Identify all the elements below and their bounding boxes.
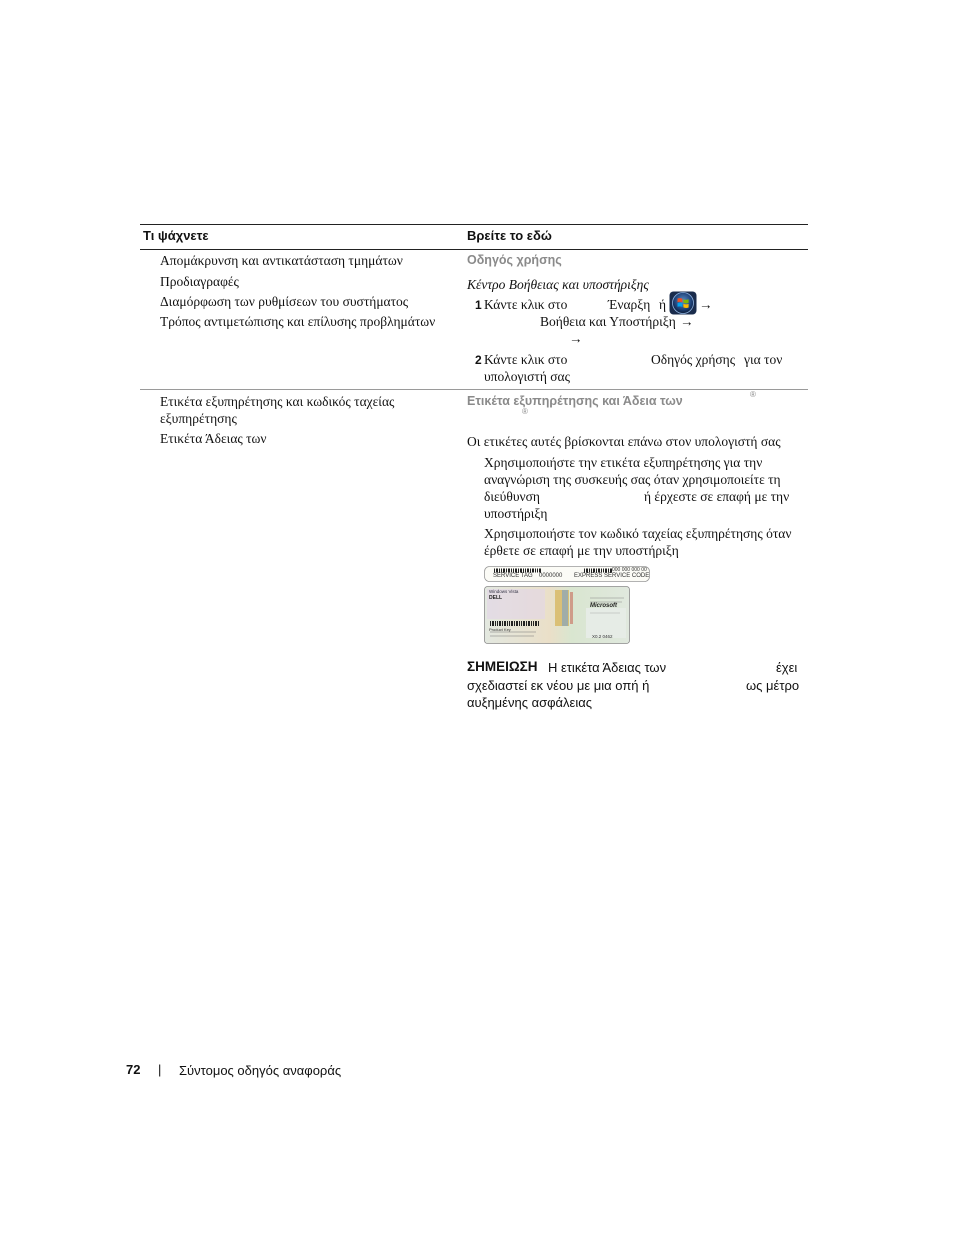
row2-left-line: Ετικέτα εξυπηρέτησης και κωδικός ταχείας xyxy=(160,394,395,409)
step1-text: Κάντε κλικ στο xyxy=(484,297,568,312)
row1-left-item: Τρόπος αντιμετώπισης και επίλυσης προβλημάτων xyxy=(160,314,436,329)
table-header-rule xyxy=(140,249,808,250)
bullet1-line: αναγνώριση της συσκευής σας όταν χρησιμοποιείτε τη xyxy=(484,472,781,487)
bullet2-line: Χρησιμοποιήστε τον κωδικό ταχείας εξυπηρέτησης όταν xyxy=(484,526,792,541)
table-top-rule xyxy=(140,224,808,225)
note-text: Η ετικέτα Άδειας των xyxy=(548,660,667,675)
users-guide-title: Οδηγός χρήσης xyxy=(467,253,562,267)
license-code-text: X0.2 0462 xyxy=(592,634,613,639)
row1-left-item: Προδιαγραφές xyxy=(160,274,239,289)
note-text: ως μέτρο xyxy=(746,678,800,693)
column-header-left: Τι ψάχνετε xyxy=(143,228,209,243)
row1-left-item: Απομάκρυνση και αντικατάσταση τμημάτων xyxy=(160,253,403,268)
product-key-text: Product Key xyxy=(489,627,511,632)
service-tag-code: 0000000 xyxy=(539,573,563,579)
note-label: ΣΗΜΕΙΩΣΗ xyxy=(467,659,538,674)
service-tag-title: Ετικέτα εξυπηρέτησης και Άδεια των xyxy=(467,394,683,408)
step1-or: ή xyxy=(659,297,667,312)
note-text: αυξημένης ασφάλειας xyxy=(467,695,593,710)
microsoft-logo-text: Microsoft xyxy=(590,603,617,609)
express-service-number: 000 000 000 00 xyxy=(612,567,647,573)
column-header-right: Βρείτε το εδώ xyxy=(467,228,552,243)
bullet1-line: υποστήριξη xyxy=(484,506,548,521)
windows-license-label-image xyxy=(484,586,630,644)
arrow: → xyxy=(680,314,694,329)
step1-number: 1 xyxy=(475,298,482,312)
step2-for: για τον xyxy=(744,352,783,367)
table-row-divider xyxy=(140,389,808,390)
dell-logo-text: DELL xyxy=(489,595,503,601)
note-text: σχεδιαστεί εκ νέου με μια οπή ή xyxy=(467,678,650,693)
bullet1-line: Χρησιμοποιήστε την ετικέτα εξυπηρέτησης για την xyxy=(484,455,763,470)
bullet2-line: έρθετε σε επαφή με την υποστήριξη xyxy=(484,543,679,558)
step1-help-support: Βοήθεια και Υποστήριξη xyxy=(540,314,676,329)
row2-left-line: εξυπηρέτησης xyxy=(160,411,237,426)
step2-users-guide: Οδηγός χρήσης xyxy=(651,352,736,367)
help-center-italic: Κέντρο Βοήθειας και υποστήριξης xyxy=(467,277,649,292)
arrow: → xyxy=(569,331,583,346)
arrow: → xyxy=(699,297,713,312)
note-text: έχει xyxy=(776,660,798,675)
page-number: 72 xyxy=(126,1062,141,1077)
service-tag-label-image xyxy=(484,566,650,582)
step1-start-label: Έναρξη xyxy=(608,297,651,312)
row1-left-item: Διαμόρφωση των ρυθμίσεων του συστήματος xyxy=(160,294,409,309)
labels-intro: Οι ετικέτες αυτές βρίσκονται επάνω στον υπολογιστή σας xyxy=(467,434,781,449)
row2-left-line: Ετικέτα Άδειας των xyxy=(160,431,267,446)
bullet1-line: ή έρχεστε σε επαφή με την xyxy=(644,489,790,504)
windows-vista-text: Windows Vista xyxy=(489,589,519,594)
express-service-text: EXPRESS SERVICE CODE xyxy=(574,573,650,579)
windows-start-icon[interactable] xyxy=(669,291,697,315)
step2-text: Κάντε κλικ στο xyxy=(484,352,568,367)
footer-separator: | xyxy=(158,1062,162,1077)
service-tag-text: SERVICE TAG xyxy=(493,573,533,579)
bullet1-line: διεύθυνση xyxy=(484,489,540,504)
step2-number: 2 xyxy=(475,353,482,367)
step2-computer: υπολογιστή σας xyxy=(484,369,570,384)
registered-mark: ® xyxy=(522,407,528,416)
registered-mark: ® xyxy=(750,390,756,399)
footer-title: Σύντομος οδηγός αναφοράς xyxy=(179,1063,342,1078)
